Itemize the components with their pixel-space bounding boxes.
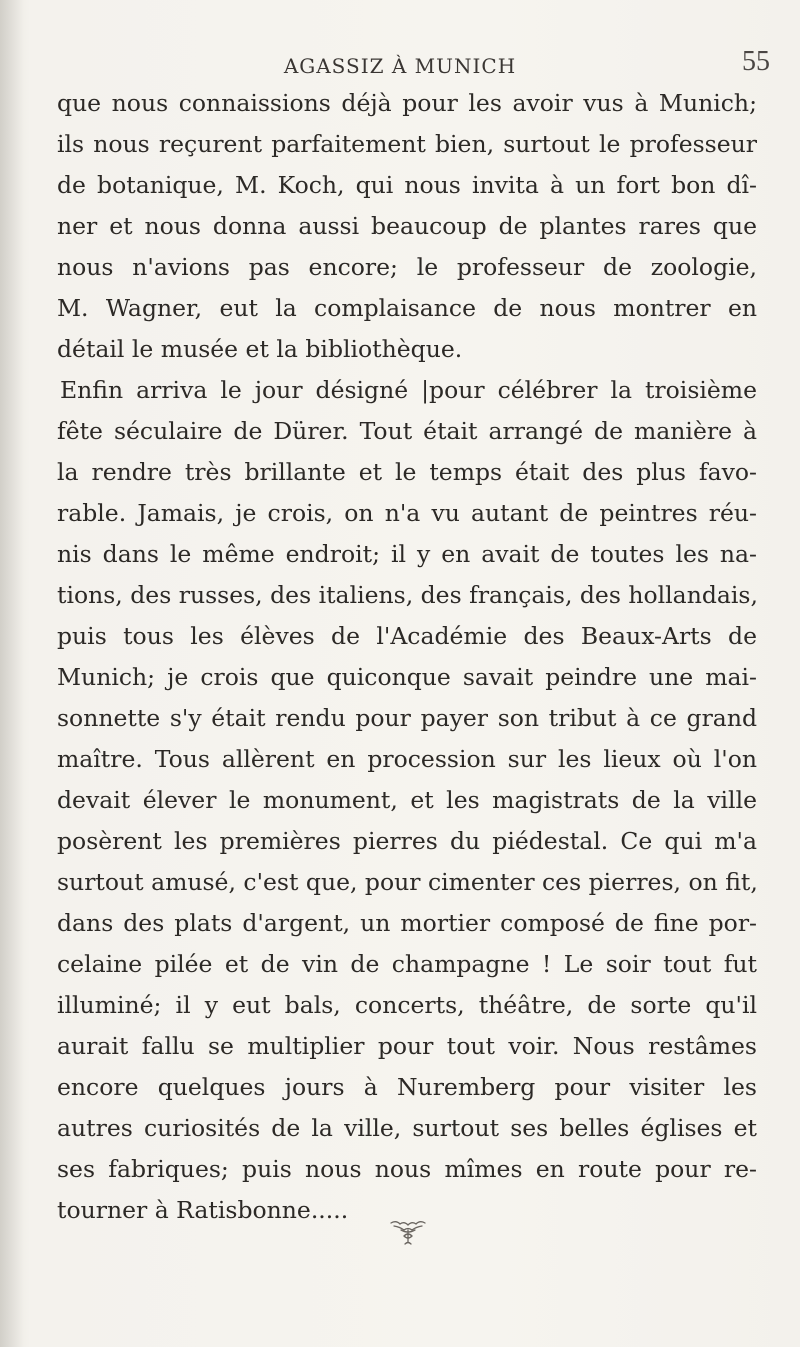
gutter-shadow: [0, 0, 24, 1347]
text-line: encore quelques jours à Nuremberg pour visiter les: [57, 1073, 757, 1101]
text-line: Munich; je crois que quiconque savait peindre une mai-: [57, 663, 757, 691]
text-line: autres curiosités de la ville, surtout ses belles églises et: [57, 1114, 757, 1142]
body-text: [57, 83, 757, 1231]
text-line: dans des plats d'argent, un mortier composé de fine por-: [57, 909, 757, 937]
text-line: nis dans le même endroit; il y en avait de toutes les na-: [57, 540, 757, 568]
running-title: AGASSIZ À MUNICH: [283, 54, 517, 78]
text-line: tourner à Ratisbonne.....: [57, 1196, 349, 1224]
text-line: ner et nous donna aussi beaucoup de plantes rares que: [57, 212, 757, 240]
text-line: ils nous reçurent parfaitement bien, surtout le professeur: [57, 130, 757, 158]
text-line: aurait fallu se multiplier pour tout voir. Nous restâmes: [57, 1032, 757, 1060]
text-line: posèrent les premières pierres du piédestal. Ce qui m'a: [57, 827, 757, 855]
text-line: puis tous les élèves de l'Académie des Beaux-Arts de: [57, 622, 757, 650]
page-number: 55: [742, 46, 770, 77]
text-line: sonnette s'y était rendu pour payer son tribut à ce grand: [57, 704, 757, 732]
text-line: rable. Jamais, je crois, on n'a vu autant de peintres réu-: [57, 499, 757, 527]
text-line: ses fabriques; puis nous nous mîmes en route pour re-: [57, 1155, 757, 1183]
text-line: tions, des russes, des italiens, des français, des hollandais,: [57, 581, 758, 609]
running-head: [0, 40, 800, 80]
text-line: maître. Tous allèrent en procession sur les lieux où l'on: [57, 745, 757, 773]
text-line: celaine pilée et de vin de champagne ! Le soir tout fut: [57, 950, 757, 978]
text-line: M. Wagner, eut la complaisance de nous montrer en: [57, 294, 757, 322]
text-line: nous n'avions pas encore; le professeur de zoologie,: [57, 253, 757, 281]
text-line: Enfin arriva le jour désigné |pour célébrer la troisième: [60, 376, 757, 404]
fleuron-icon: [388, 1218, 428, 1248]
text-line: détail le musée et la bibliothèque.: [57, 335, 463, 363]
text-line: la rendre très brillante et le temps était des plus favo-: [57, 458, 757, 486]
text-line: de botanique, M. Koch, qui nous invita à un fort bon dî-: [57, 171, 757, 199]
text-line: surtout amusé, c'est que, pour cimenter ces pierres, on fit,: [57, 868, 758, 896]
text-line: devait élever le monument, et les magistrats de la ville: [57, 786, 757, 814]
text-line: fête séculaire de Dürer. Tout était arrangé de manière à: [57, 417, 757, 445]
text-line: illuminé; il y eut bals, concerts, théâtre, de sorte qu'il: [57, 991, 757, 1019]
text-line: que nous connaissions déjà pour les avoir vus à Munich;: [57, 89, 757, 117]
